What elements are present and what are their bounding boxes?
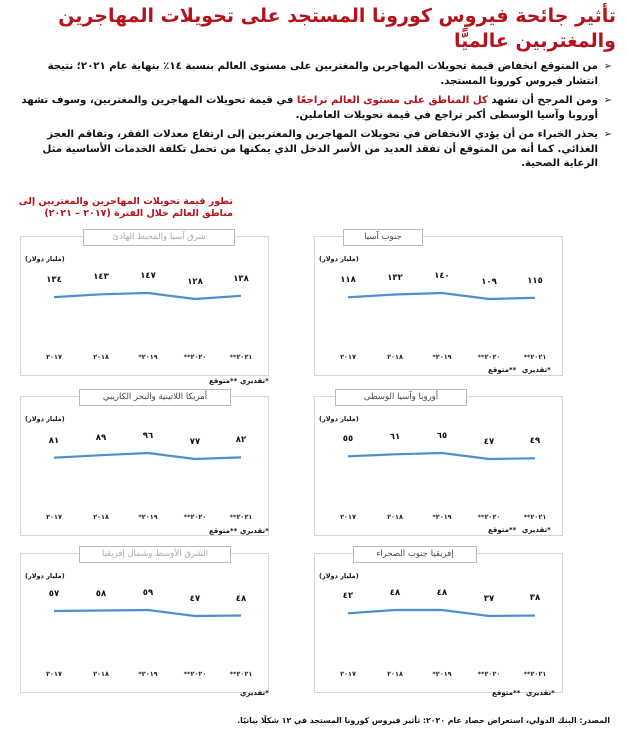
x-tick-label: **٢٠٢٠ <box>477 513 501 521</box>
unit-label: (مليار دولار) <box>319 572 359 580</box>
data-label: ٣٨ <box>529 593 541 604</box>
chart-series-name: أوروبا وآسيا الوسطى <box>335 389 467 406</box>
data-label: ١٤٧ <box>140 271 156 281</box>
data-label: ٧٧ <box>189 437 201 447</box>
bullet-item <box>16 128 612 172</box>
data-label: ٩٦ <box>142 431 154 441</box>
data-label: ٣٧ <box>483 594 495 604</box>
data-label: ٥٩ <box>142 588 154 598</box>
bullet-text: من المتوقع انخفاض قيمة تحويلات المهاجرين والمغتربين على مستوى العالم بنسبة ١٤٪ بنهاية عام ٢٠٢١؛ نتيجة انتشار فيروس كورونا المستجد. <box>47 61 598 87</box>
data-label: ٨١ <box>48 435 60 446</box>
series-line <box>348 453 535 459</box>
data-label: ٤٧ <box>483 437 495 447</box>
x-tick-label: ٢٠١٨ <box>387 513 403 521</box>
x-tick-label: *٢٠١٩ <box>138 670 158 678</box>
x-tick-label: **٢٠٢٠ <box>183 513 207 521</box>
data-label: ٨٩ <box>95 433 107 444</box>
x-tick-label: **٢٠٢١ <box>229 670 253 678</box>
forecast-note: **متوقع <box>209 527 238 535</box>
chart-panel-europe-central-asia <box>314 392 563 536</box>
data-label: ١٤٠ <box>434 271 450 281</box>
series-line <box>54 610 241 616</box>
bullet-text-pre: ومن المرجح أن تشهد <box>487 95 598 106</box>
data-label: ٦١ <box>389 432 401 443</box>
bullet-highlight: كل المناطق على مستوى العالم تراجعًا <box>296 95 488 106</box>
data-label: ٤٨ <box>235 593 247 604</box>
x-tick-label: ٢٠١٨ <box>387 353 403 361</box>
forecast-note: **متوقع <box>488 526 517 534</box>
source-note: المصدر: البنك الدولي، استعراض حصاد عام ٢٠٢٠: تأثير فيروس كورونا المستجد في ١٢ شكلًا بيانيًا. <box>237 716 610 725</box>
x-tick-label: **٢٠٢٠ <box>183 670 207 678</box>
bullet-text-post: في قيمة تحويلات المهاجرين والمغتربين، وسوف تشهد أوروبا وآسيا الوسطى أكبر تراجع في قيمة تحويلات العاملين. <box>21 95 598 121</box>
unit-label: (مليار دولار) <box>319 255 359 263</box>
data-label: ٥٧ <box>48 589 60 599</box>
chart-panel-latin-america-caribbean <box>20 392 269 536</box>
x-tick-label: **٢٠٢٠ <box>183 353 207 361</box>
x-tick-label: ٢٠١٨ <box>93 513 109 521</box>
x-tick-label: *٢٠١٩ <box>138 513 158 521</box>
data-label: ١٣٨ <box>233 273 249 284</box>
x-tick-label: ٢٠١٨ <box>93 670 109 678</box>
data-label: ٤٧ <box>189 594 201 604</box>
x-tick-label: **٢٠٢٠ <box>477 353 501 361</box>
x-tick-label: **٢٠٢١ <box>229 353 253 361</box>
unit-label: (مليار دولار) <box>25 255 65 263</box>
estimate-note: *تقديري <box>240 527 269 535</box>
chart-series-name: إفريقيا جنوب الصحراء <box>353 546 477 563</box>
estimate-note: *تقديري <box>522 366 551 374</box>
estimate-note: *تقديري <box>526 689 555 697</box>
data-label: ٥٨ <box>95 588 107 599</box>
x-tick-label: ٢٠١٧ <box>46 670 62 678</box>
charts-title: تطور قيمة تحويلات المهاجرين والمغتربين إلى مناطق العالم خلال الفترة (٢٠١٧ – ٢٠٢١) <box>18 196 233 219</box>
x-tick-label: ٢٠١٧ <box>340 353 356 361</box>
data-label: ٦٥ <box>436 431 448 441</box>
data-label: ٨٢ <box>235 435 247 446</box>
x-tick-label: **٢٠٢١ <box>523 513 547 521</box>
data-label: ٤٢ <box>342 591 354 602</box>
chart-panel-south-asia <box>314 232 563 376</box>
data-label: ١١٥ <box>527 275 543 286</box>
data-label: ١٠٩ <box>481 277 497 287</box>
forecast-note: **متوقع <box>488 366 517 374</box>
estimate-note: *تقديري <box>240 377 269 385</box>
x-tick-label: *٢٠١٩ <box>432 513 452 521</box>
x-tick-label: **٢٠٢١ <box>523 353 547 361</box>
x-tick-label: ٢٠١٨ <box>387 670 403 678</box>
x-tick-label: ٢٠١٧ <box>340 513 356 521</box>
arrow-bullet-icon: ➢ <box>603 95 612 106</box>
chart-series-name: الشرق الأوسط وشمال إفريقيا <box>79 546 231 563</box>
chart-panel-east-asia-pacific <box>20 232 269 376</box>
unit-label: (مليار دولار) <box>25 572 65 580</box>
arrow-bullet-icon: ➢ <box>603 61 612 72</box>
x-tick-label: ٢٠١٧ <box>340 670 356 678</box>
data-label: ٤٨ <box>389 588 401 598</box>
x-tick-label: *٢٠١٩ <box>432 353 452 361</box>
data-label: ١٣٢ <box>387 272 403 283</box>
forecast-note: **متوقع <box>209 377 238 385</box>
chart-series-name: جنوب آسيا <box>343 229 423 246</box>
unit-label: (مليار دولار) <box>319 415 359 423</box>
series-line <box>54 293 241 299</box>
series-line <box>348 610 535 616</box>
unit-label: (مليار دولار) <box>25 415 65 423</box>
x-tick-label: **٢٠٢٠ <box>477 670 501 678</box>
data-label: ٥٥ <box>342 434 354 445</box>
data-label: ٤٩ <box>529 436 541 447</box>
estimate-note: *تقديري <box>240 689 269 697</box>
chart-panel-sub-saharan-africa <box>314 549 563 693</box>
data-label: ١٢٨ <box>187 277 203 287</box>
chart-series-name: أمريكا اللاتينية والبحر الكاريبي <box>79 389 231 406</box>
bullet-item <box>16 60 612 89</box>
series-line <box>348 293 535 299</box>
bullet-list <box>16 60 612 177</box>
page-title: تأثير جائحة فيروس كورونا المستجد على تحويلات المهاجرين والمغتربين عالميًّا <box>58 5 616 52</box>
arrow-bullet-icon: ➢ <box>603 129 612 140</box>
data-label: ١٣٤ <box>46 275 62 286</box>
x-tick-label: ٢٠١٧ <box>46 353 62 361</box>
x-tick-label: *٢٠١٩ <box>138 353 158 361</box>
series-line <box>54 453 241 459</box>
forecast-note: **متوقع <box>492 689 521 697</box>
x-tick-label: **٢٠٢١ <box>229 513 253 521</box>
data-label: ٤٨ <box>436 588 448 598</box>
estimate-note: *تقديري <box>522 526 551 534</box>
bullet-item <box>16 94 612 123</box>
bullet-text: يحذر الخبراء من أن يؤدي الانخفاض في تحويلات المهاجرين والمغتربين إلى ارتفاع معدلات الفقر، وتفاقم العجز الغذائي. كما أنه من المتوقع أن تفقد العديد من الأسر الدخل الذي يمكنها من تحمل تكلفة الخدمات الأساسية مثل الرعاية الصحية. <box>42 129 598 169</box>
x-tick-label: ٢٠١٨ <box>93 353 109 361</box>
data-label: ١١٨ <box>340 275 356 286</box>
x-tick-label: **٢٠٢١ <box>523 670 547 678</box>
chart-series-name: شرق آسيا والمحيط الهادئ <box>83 229 235 246</box>
data-label: ١٤٣ <box>93 272 109 283</box>
x-tick-label: *٢٠١٩ <box>432 670 452 678</box>
x-tick-label: ٢٠١٧ <box>46 513 62 521</box>
chart-panel-mena <box>20 549 269 693</box>
